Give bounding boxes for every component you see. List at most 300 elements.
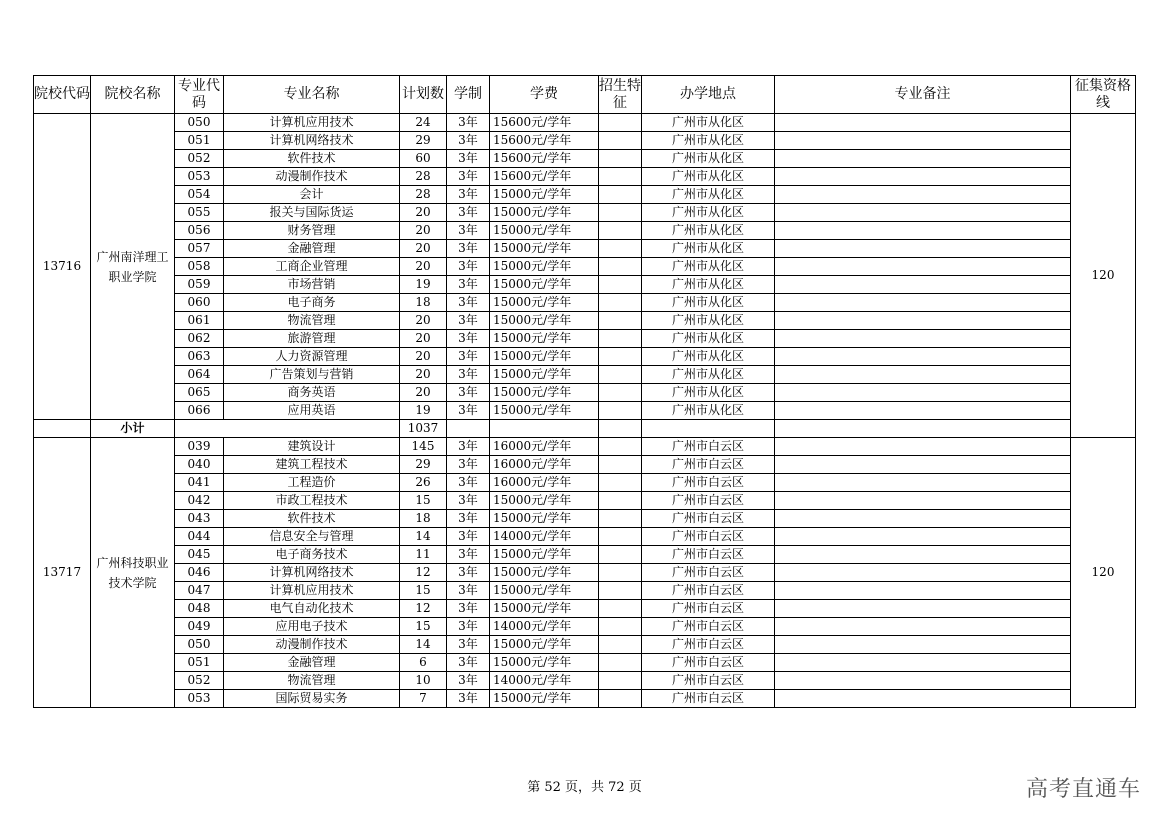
location: 广州市白云区	[642, 492, 775, 510]
plan-count: 12	[400, 600, 447, 618]
plan-count: 20	[400, 204, 447, 222]
page-number: 第 52 页，共 72 页	[527, 780, 642, 795]
tuition-fee: 15000元/学年	[490, 690, 599, 708]
header-school-name: 院校名称	[91, 76, 175, 114]
tuition-fee: 15600元/学年	[490, 132, 599, 150]
subtotal-blank	[775, 420, 1071, 438]
table-row	[34, 312, 1136, 330]
table-body	[34, 114, 1136, 708]
feature	[599, 366, 642, 384]
major-code: 047	[175, 582, 224, 600]
feature	[599, 672, 642, 690]
table-row	[34, 114, 1136, 132]
plan-count: 14	[400, 528, 447, 546]
tuition-fee: 15000元/学年	[490, 654, 599, 672]
duration: 3年	[447, 204, 490, 222]
duration: 3年	[447, 474, 490, 492]
table-row	[34, 510, 1136, 528]
location: 广州市从化区	[642, 204, 775, 222]
major-code: 044	[175, 528, 224, 546]
table-row	[34, 528, 1136, 546]
remark	[775, 690, 1071, 708]
remark	[775, 564, 1071, 582]
location: 广州市白云区	[642, 546, 775, 564]
plan-count: 29	[400, 132, 447, 150]
duration: 3年	[447, 456, 490, 474]
remark	[775, 618, 1071, 636]
location: 广州市白云区	[642, 654, 775, 672]
subtotal-row	[34, 420, 1136, 438]
major-code: 040	[175, 456, 224, 474]
duration: 3年	[447, 186, 490, 204]
table-row	[34, 618, 1136, 636]
location: 广州市从化区	[642, 312, 775, 330]
major-code: 051	[175, 654, 224, 672]
plan-count: 20	[400, 384, 447, 402]
feature	[599, 510, 642, 528]
tuition-fee: 15600元/学年	[490, 150, 599, 168]
remark	[775, 348, 1071, 366]
major-code: 041	[175, 474, 224, 492]
location: 广州市从化区	[642, 240, 775, 258]
feature	[599, 528, 642, 546]
feature	[599, 330, 642, 348]
subtotal-label: 小计	[91, 420, 175, 438]
location: 广州市从化区	[642, 150, 775, 168]
major-name: 应用英语	[224, 402, 400, 420]
table-row	[34, 402, 1136, 420]
location: 广州市从化区	[642, 330, 775, 348]
remark	[775, 474, 1071, 492]
remark	[775, 492, 1071, 510]
major-name: 市政工程技术	[224, 492, 400, 510]
major-code: 053	[175, 690, 224, 708]
location: 广州市从化区	[642, 186, 775, 204]
header-cutoff: 征集资格线	[1071, 76, 1136, 114]
location: 广州市白云区	[642, 672, 775, 690]
feature	[599, 132, 642, 150]
plan-count: 11	[400, 546, 447, 564]
table-row	[34, 456, 1136, 474]
duration: 3年	[447, 222, 490, 240]
plan-count: 28	[400, 186, 447, 204]
feature	[599, 168, 642, 186]
plan-count: 18	[400, 294, 447, 312]
major-code: 056	[175, 222, 224, 240]
major-code: 051	[175, 132, 224, 150]
tuition-fee: 15000元/学年	[490, 330, 599, 348]
tuition-fee: 15000元/学年	[490, 222, 599, 240]
plan-count: 60	[400, 150, 447, 168]
tuition-fee: 15000元/学年	[490, 366, 599, 384]
header-location: 办学地点	[642, 76, 775, 114]
location: 广州市从化区	[642, 348, 775, 366]
major-code: 058	[175, 258, 224, 276]
table-row	[34, 294, 1136, 312]
tuition-fee: 15000元/学年	[490, 636, 599, 654]
tuition-fee: 14000元/学年	[490, 672, 599, 690]
subtotal-blank	[175, 420, 400, 438]
remark	[775, 168, 1071, 186]
remark	[775, 456, 1071, 474]
major-code: 064	[175, 366, 224, 384]
plan-count: 18	[400, 510, 447, 528]
tuition-fee: 16000元/学年	[490, 456, 599, 474]
plan-count: 20	[400, 258, 447, 276]
tuition-fee: 14000元/学年	[490, 618, 599, 636]
duration: 3年	[447, 132, 490, 150]
feature	[599, 222, 642, 240]
major-code: 053	[175, 168, 224, 186]
location: 广州市从化区	[642, 294, 775, 312]
table-row	[34, 384, 1136, 402]
major-name: 金融管理	[224, 654, 400, 672]
duration: 3年	[447, 348, 490, 366]
feature	[599, 546, 642, 564]
header-plan: 计划数	[400, 76, 447, 114]
major-name: 信息安全与管理	[224, 528, 400, 546]
remark	[775, 114, 1071, 132]
duration: 3年	[447, 690, 490, 708]
header-school-code: 院校代码	[34, 76, 91, 114]
remark	[775, 672, 1071, 690]
feature	[599, 186, 642, 204]
major-name: 工程造价	[224, 474, 400, 492]
subtotal-blank	[599, 420, 642, 438]
location: 广州市白云区	[642, 510, 775, 528]
major-name: 财务管理	[224, 222, 400, 240]
location: 广州市从化区	[642, 402, 775, 420]
remark	[775, 438, 1071, 456]
remark	[775, 150, 1071, 168]
duration: 3年	[447, 168, 490, 186]
tuition-fee: 15000元/学年	[490, 312, 599, 330]
major-name: 市场营销	[224, 276, 400, 294]
location: 广州市白云区	[642, 618, 775, 636]
duration: 3年	[447, 492, 490, 510]
remark	[775, 366, 1071, 384]
duration: 3年	[447, 366, 490, 384]
plan-count: 20	[400, 330, 447, 348]
major-name: 软件技术	[224, 510, 400, 528]
major-name: 软件技术	[224, 150, 400, 168]
remark	[775, 654, 1071, 672]
remark	[775, 294, 1071, 312]
remark	[775, 528, 1071, 546]
duration: 3年	[447, 258, 490, 276]
plan-count: 20	[400, 348, 447, 366]
major-code: 050	[175, 114, 224, 132]
feature	[599, 690, 642, 708]
school-name: 广州南洋理工职业学院	[91, 114, 175, 420]
remark	[775, 546, 1071, 564]
plan-count: 29	[400, 456, 447, 474]
header-row	[34, 76, 1136, 114]
location: 广州市从化区	[642, 276, 775, 294]
table-row	[34, 582, 1136, 600]
major-code: 048	[175, 600, 224, 618]
major-name: 金融管理	[224, 240, 400, 258]
duration: 3年	[447, 654, 490, 672]
table-row	[34, 348, 1136, 366]
location: 广州市从化区	[642, 222, 775, 240]
major-code: 063	[175, 348, 224, 366]
remark	[775, 510, 1071, 528]
major-code: 052	[175, 672, 224, 690]
location: 广州市白云区	[642, 600, 775, 618]
duration: 3年	[447, 114, 490, 132]
major-code: 060	[175, 294, 224, 312]
table-row	[34, 438, 1136, 456]
feature	[599, 204, 642, 222]
plan-count: 28	[400, 168, 447, 186]
tuition-fee: 15000元/学年	[490, 204, 599, 222]
table-row	[34, 222, 1136, 240]
location: 广州市从化区	[642, 114, 775, 132]
table-row	[34, 690, 1136, 708]
major-name: 动漫制作技术	[224, 636, 400, 654]
plan-count: 7	[400, 690, 447, 708]
plan-count: 26	[400, 474, 447, 492]
table-row	[34, 366, 1136, 384]
major-code: 061	[175, 312, 224, 330]
tuition-fee: 16000元/学年	[490, 438, 599, 456]
plan-count: 14	[400, 636, 447, 654]
table-row	[34, 258, 1136, 276]
remark	[775, 582, 1071, 600]
header-major-code: 专业代码	[175, 76, 224, 114]
location: 广州市白云区	[642, 690, 775, 708]
duration: 3年	[447, 582, 490, 600]
duration: 3年	[447, 402, 490, 420]
plan-count: 15	[400, 492, 447, 510]
major-name: 工商企业管理	[224, 258, 400, 276]
cutoff-score: 120	[1071, 438, 1136, 708]
table-row	[34, 276, 1136, 294]
tuition-fee: 15000元/学年	[490, 600, 599, 618]
school-code: 13717	[34, 438, 91, 708]
tuition-fee: 14000元/学年	[490, 528, 599, 546]
feature	[599, 312, 642, 330]
tuition-fee: 15000元/学年	[490, 384, 599, 402]
duration: 3年	[447, 330, 490, 348]
plan-count: 20	[400, 222, 447, 240]
major-name: 建筑设计	[224, 438, 400, 456]
subtotal-value: 1037	[400, 420, 447, 438]
feature	[599, 438, 642, 456]
major-code: 039	[175, 438, 224, 456]
feature	[599, 636, 642, 654]
tuition-fee: 15000元/学年	[490, 510, 599, 528]
feature	[599, 618, 642, 636]
major-name: 会计	[224, 186, 400, 204]
cutoff-score: 120	[1071, 114, 1136, 438]
plan-count: 10	[400, 672, 447, 690]
major-name: 动漫制作技术	[224, 168, 400, 186]
remark	[775, 222, 1071, 240]
major-name: 报关与国际货运	[224, 204, 400, 222]
feature	[599, 384, 642, 402]
remark	[775, 402, 1071, 420]
watermark: 高考直通车	[1025, 777, 1141, 802]
table-row	[34, 474, 1136, 492]
location: 广州市白云区	[642, 438, 775, 456]
tuition-fee: 16000元/学年	[490, 474, 599, 492]
table-row	[34, 654, 1136, 672]
tuition-fee: 15000元/学年	[490, 276, 599, 294]
duration: 3年	[447, 546, 490, 564]
major-name: 计算机应用技术	[224, 114, 400, 132]
plan-count: 20	[400, 312, 447, 330]
subtotal-blank	[447, 420, 490, 438]
duration: 3年	[447, 294, 490, 312]
duration: 3年	[447, 564, 490, 582]
feature	[599, 564, 642, 582]
feature	[599, 456, 642, 474]
tuition-fee: 15600元/学年	[490, 168, 599, 186]
duration: 3年	[447, 240, 490, 258]
location: 广州市白云区	[642, 564, 775, 582]
major-name: 人力资源管理	[224, 348, 400, 366]
table-row	[34, 240, 1136, 258]
major-code: 054	[175, 186, 224, 204]
tuition-fee: 15000元/学年	[490, 402, 599, 420]
school-name: 广州科技职业技术学院	[91, 438, 175, 708]
duration: 3年	[447, 510, 490, 528]
remark	[775, 636, 1071, 654]
duration: 3年	[447, 672, 490, 690]
major-code: 049	[175, 618, 224, 636]
plan-count: 12	[400, 564, 447, 582]
major-name: 电气自动化技术	[224, 600, 400, 618]
feature	[599, 654, 642, 672]
feature	[599, 258, 642, 276]
school-code: 13716	[34, 114, 91, 420]
remark	[775, 384, 1071, 402]
plan-count: 19	[400, 402, 447, 420]
tuition-fee: 15000元/学年	[490, 258, 599, 276]
duration: 3年	[447, 618, 490, 636]
tuition-fee: 15000元/学年	[490, 564, 599, 582]
remark	[775, 186, 1071, 204]
header-remark: 专业备注	[775, 76, 1071, 114]
major-name: 建筑工程技术	[224, 456, 400, 474]
duration: 3年	[447, 528, 490, 546]
duration: 3年	[447, 438, 490, 456]
major-name: 应用电子技术	[224, 618, 400, 636]
duration: 3年	[447, 150, 490, 168]
subtotal-blank	[642, 420, 775, 438]
table-row	[34, 186, 1136, 204]
major-code: 059	[175, 276, 224, 294]
major-code: 042	[175, 492, 224, 510]
tuition-fee: 15000元/学年	[490, 186, 599, 204]
feature	[599, 240, 642, 258]
remark	[775, 204, 1071, 222]
major-name: 国际贸易实务	[224, 690, 400, 708]
enrollment-table	[33, 75, 1136, 708]
feature	[599, 276, 642, 294]
table-row	[34, 600, 1136, 618]
plan-count: 24	[400, 114, 447, 132]
duration: 3年	[447, 276, 490, 294]
duration: 3年	[447, 600, 490, 618]
major-name: 商务英语	[224, 384, 400, 402]
major-code: 043	[175, 510, 224, 528]
header-duration: 学制	[447, 76, 490, 114]
location: 广州市从化区	[642, 132, 775, 150]
major-name: 物流管理	[224, 672, 400, 690]
major-code: 050	[175, 636, 224, 654]
major-code: 045	[175, 546, 224, 564]
remark	[775, 132, 1071, 150]
major-name: 广告策划与营销	[224, 366, 400, 384]
plan-count: 19	[400, 276, 447, 294]
major-code: 065	[175, 384, 224, 402]
major-name: 计算机网络技术	[224, 132, 400, 150]
tuition-fee: 15000元/学年	[490, 546, 599, 564]
location: 广州市从化区	[642, 168, 775, 186]
feature	[599, 150, 642, 168]
table-row	[34, 564, 1136, 582]
duration: 3年	[447, 312, 490, 330]
major-name: 计算机应用技术	[224, 582, 400, 600]
subtotal-blank	[34, 420, 91, 438]
major-code: 066	[175, 402, 224, 420]
table-row	[34, 636, 1136, 654]
feature	[599, 492, 642, 510]
header-major-name: 专业名称	[224, 76, 400, 114]
subtotal-blank	[490, 420, 599, 438]
table-row	[34, 204, 1136, 222]
remark	[775, 240, 1071, 258]
feature	[599, 474, 642, 492]
location: 广州市白云区	[642, 636, 775, 654]
table-row	[34, 672, 1136, 690]
table-row	[34, 492, 1136, 510]
plan-count: 145	[400, 438, 447, 456]
remark	[775, 330, 1071, 348]
location: 广州市从化区	[642, 366, 775, 384]
major-code: 062	[175, 330, 224, 348]
location: 广州市白云区	[642, 582, 775, 600]
remark	[775, 600, 1071, 618]
feature	[599, 582, 642, 600]
location: 广州市从化区	[642, 258, 775, 276]
tuition-fee: 15000元/学年	[490, 240, 599, 258]
header-feature: 招生特征	[599, 76, 642, 114]
plan-count: 15	[400, 618, 447, 636]
feature	[599, 402, 642, 420]
location: 广州市白云区	[642, 528, 775, 546]
feature	[599, 348, 642, 366]
major-name: 物流管理	[224, 312, 400, 330]
table-row	[34, 132, 1136, 150]
tuition-fee: 15000元/学年	[490, 492, 599, 510]
tuition-fee: 15000元/学年	[490, 348, 599, 366]
major-name: 电子商务	[224, 294, 400, 312]
duration: 3年	[447, 384, 490, 402]
major-code: 055	[175, 204, 224, 222]
feature	[599, 114, 642, 132]
location: 广州市从化区	[642, 384, 775, 402]
remark	[775, 312, 1071, 330]
location: 广州市白云区	[642, 474, 775, 492]
major-name: 电子商务技术	[224, 546, 400, 564]
table-row	[34, 150, 1136, 168]
plan-count: 6	[400, 654, 447, 672]
major-name: 旅游管理	[224, 330, 400, 348]
